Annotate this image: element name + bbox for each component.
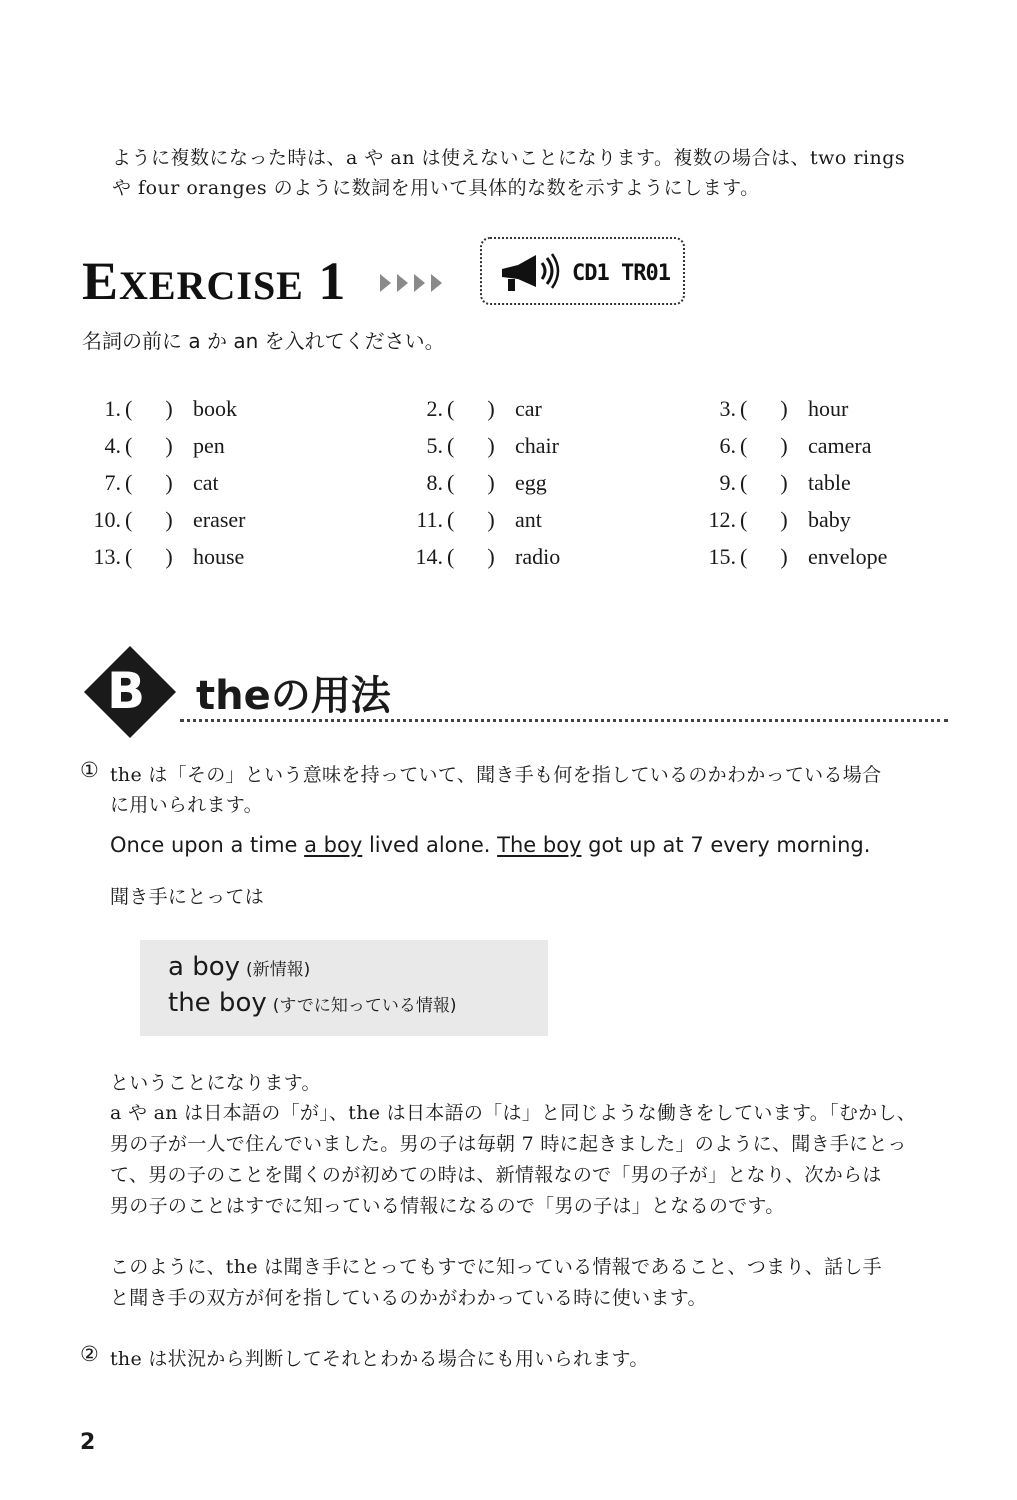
section-b-title: theの用法 [196, 673, 391, 719]
page-number: 2 [80, 1430, 96, 1455]
item-number: 12. [708, 507, 736, 532]
p1-line-2: に用いられます。 [110, 794, 263, 816]
item-number: 1. [104, 396, 121, 421]
section-b-badge [82, 644, 178, 740]
item-number: 10. [93, 507, 121, 532]
answer-blank[interactable]: ( ) [740, 507, 788, 532]
cd-track-label: CD1 TR01 [572, 261, 670, 286]
answer-blank[interactable]: ( ) [447, 470, 495, 495]
listener-note: 聞き手にとっては [110, 886, 265, 908]
answer-blank[interactable]: ( ) [125, 433, 173, 458]
item-word: ant [515, 507, 542, 532]
p1-line-1: the は「その」という意味を持っていて、聞き手も何を指しているのかわかっている場合 [110, 764, 882, 786]
answer-blank[interactable]: ( ) [740, 433, 788, 458]
item-number: 15. [708, 544, 736, 569]
answer-blank[interactable]: ( ) [125, 396, 173, 421]
answer-blank[interactable]: ( ) [125, 507, 173, 532]
answer-blank[interactable]: ( ) [447, 544, 495, 569]
section-divider [180, 719, 948, 722]
item-number: 4. [104, 433, 121, 458]
p4-text: the は状況から判断してそれとわかる場合にも用いられます。 [110, 1348, 649, 1370]
answer-blank[interactable]: ( ) [740, 544, 788, 569]
answer-blank[interactable]: ( ) [740, 470, 788, 495]
item-number: 5. [426, 433, 443, 458]
item-number: 11. [416, 507, 443, 532]
item-word: radio [515, 544, 561, 569]
item-number: 14. [415, 544, 443, 569]
item-word: camera [808, 433, 872, 458]
item-word: car [515, 396, 542, 421]
answer-blank[interactable]: ( ) [447, 396, 495, 421]
answer-blank[interactable]: ( ) [125, 470, 173, 495]
p3-line-2: と聞き手の双方が何を指しているのかがわかっている時に使います。 [110, 1287, 707, 1309]
cd-track-box [480, 237, 685, 305]
item-word: pen [193, 433, 225, 458]
exercise-title: EXERCISE 1 [82, 251, 347, 311]
item-word: house [193, 544, 245, 569]
example-sentence: Once upon a time a boy lived alone. The boy got up at 7 every morning. [110, 833, 871, 857]
answer-blank[interactable]: ( ) [125, 544, 173, 569]
p2-line-2: 男の子が一人で住んでいました。男の子は毎朝 7 時に起きました」のように、聞き手にとっ [110, 1133, 907, 1155]
item-number: 2. [426, 396, 443, 421]
item-word: egg [515, 470, 547, 495]
item-number: 13. [93, 544, 121, 569]
item-number: 8. [426, 470, 443, 495]
marker-2: ② [80, 1342, 99, 1366]
megaphone-icon [496, 251, 562, 295]
item-word: envelope [808, 544, 888, 569]
intro-line-1: ように複数になった時は、a や an は使えないことになります。複数の場合は、two rings [112, 147, 906, 169]
item-word: table [808, 470, 851, 495]
item-word: book [193, 396, 237, 421]
info-new: a boy (新情報) [168, 952, 311, 982]
item-word: chair [515, 433, 559, 458]
item-word: cat [193, 470, 219, 495]
p3-line-1: このように、the は聞き手にとってもすでに知っている情報であること、つまり、話し手 [110, 1256, 882, 1278]
marker-1: ① [80, 758, 99, 782]
item-word: eraser [193, 507, 246, 532]
item-number: 9. [719, 470, 736, 495]
exercise-instruction: 名詞の前に a か an を入れてください。 [82, 329, 445, 353]
p2-line-3: て、男の子のことを聞くのが初めての時は、新情報なので「男の子が」となり、次からは [110, 1164, 882, 1186]
info-known: the boy (すでに知っている情報) [168, 988, 457, 1018]
intro-line-2: や four oranges のように数詞を用いて具体的な数を示すようにします。 [112, 177, 760, 199]
answer-blank[interactable]: ( ) [447, 507, 495, 532]
info-box [140, 940, 548, 1036]
item-word: baby [808, 507, 851, 532]
item-number: 7. [104, 470, 121, 495]
item-number: 3. [719, 396, 736, 421]
p2-line-1: a や an は日本語の「が」、the は日本語の「は」と同じような働きをしています。「むかし、 [110, 1102, 917, 1124]
after-box-text: ということになります。 [110, 1072, 321, 1094]
answer-blank[interactable]: ( ) [447, 433, 495, 458]
p2-line-4: 男の子のことはすでに知っている情報になるので「男の子は」となるのです。 [110, 1195, 785, 1217]
item-word: hour [808, 396, 849, 421]
svg-text:B: B [106, 662, 146, 720]
answer-blank[interactable]: ( ) [740, 396, 788, 421]
item-number: 6. [719, 433, 736, 458]
arrow-decoration [380, 274, 442, 292]
